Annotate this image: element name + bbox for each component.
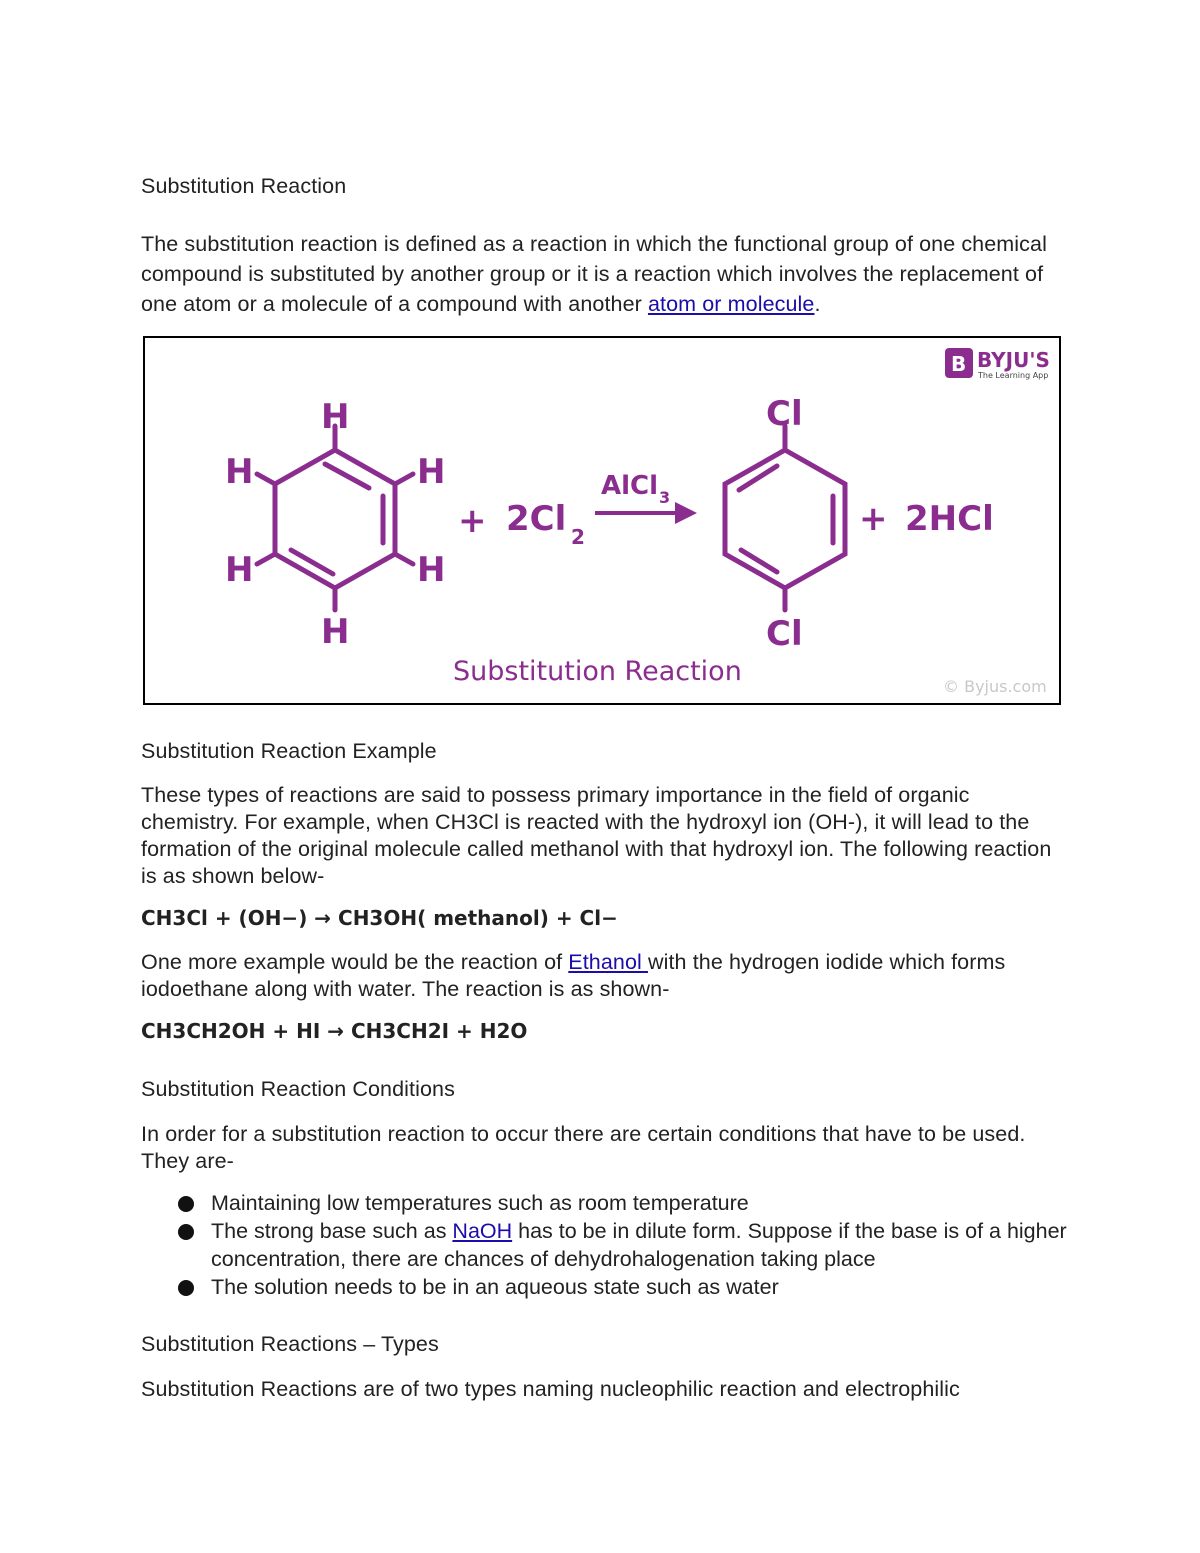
- atom-h-top: H: [321, 397, 350, 437]
- catalyst-subscript: 3: [659, 488, 671, 507]
- section-heading-conditions: Substitution Reaction Conditions: [141, 1077, 455, 1101]
- product-chlorines: [766, 394, 803, 654]
- bullet-icon: [178, 1280, 194, 1296]
- bullet-icon: [178, 1224, 194, 1240]
- figure-copyright: © Byjus.com: [943, 677, 1047, 696]
- intro-text: The substitution reaction is defined as a reaction in which the functional group of one chemical compound is substituted by another group or it is a reaction which involves the replacement of one atom or a molecule of a compound with another: [141, 232, 1047, 316]
- types-paragraph: Substitution Reactions are of two types naming nucleophilic reaction and electrophilic: [141, 1377, 960, 1401]
- conditions-list: [141, 1189, 1076, 1301]
- example2-paragraph: [141, 949, 1071, 1003]
- section-heading-types: Substitution Reactions – Types: [141, 1332, 439, 1356]
- condition-text-1: Maintaining low temperatures such as room temperature: [211, 1191, 749, 1215]
- catalyst: [601, 471, 670, 507]
- section-heading-example: Substitution Reaction Example: [141, 739, 437, 763]
- catalyst-label: AlCl: [601, 471, 659, 501]
- byjus-logo: [945, 348, 1050, 380]
- byproduct-hcl: 2HCl: [905, 499, 994, 539]
- benzene-ring: [257, 426, 413, 610]
- intro-paragraph: [141, 229, 1071, 319]
- list-item: [141, 1273, 1076, 1301]
- section-heading-substitution-reaction: Substitution Reaction: [141, 174, 347, 198]
- atom-h-top-right: H: [417, 452, 446, 492]
- equation-methanol: CH3Cl + (OH−) → CH3OH( methanol) + Cl−: [141, 906, 618, 930]
- atom-h-bottom-right: H: [417, 550, 446, 590]
- condition-text-2: The strong base such as: [211, 1219, 453, 1243]
- plus-sign-1: +: [458, 501, 487, 541]
- reagent-subscript: 2: [571, 525, 585, 549]
- condition-text-2-end: has to be in dilute form. Suppose if the base is of a higher concentration, there are chances of dehydrohalogenation taking place: [211, 1219, 1067, 1271]
- figure-caption: Substitution Reaction: [453, 656, 742, 687]
- naoh-link[interactable]: NaOH: [452, 1219, 513, 1243]
- bullet-icon: [178, 1196, 194, 1212]
- conditions-paragraph: In order for a substitution reaction to occur there are certain conditions that have to be used. They are-: [141, 1122, 1026, 1173]
- dichlorobenzene-ring: [725, 426, 845, 610]
- benzene-hydrogens: [225, 397, 445, 652]
- substitution-reaction-figure: [143, 336, 1061, 705]
- reagent: [458, 499, 585, 549]
- intro-text-end: .: [814, 292, 821, 316]
- list-item: [141, 1217, 1076, 1273]
- atom-cl-bottom: Cl: [766, 614, 803, 654]
- example2-text-end: with the hydrogen iodide which forms iodoethane along with water. The reaction is as shown-: [141, 950, 1006, 1001]
- list-item: [141, 1189, 1076, 1217]
- ethanol-link[interactable]: Ethanol: [568, 950, 648, 974]
- atom-h-bottom-left: H: [225, 550, 254, 590]
- atom-h-bottom: H: [321, 612, 350, 652]
- atom-h-top-left: H: [225, 452, 254, 492]
- svg-text:B: B: [951, 352, 967, 376]
- brand-name: BYJU'S: [977, 348, 1050, 372]
- reaction-diagram: [145, 338, 1059, 703]
- atom-or-molecule-link[interactable]: atom or molecule: [647, 292, 815, 316]
- reagent-chlorine: 2Cl: [506, 499, 567, 539]
- plus-sign-2: +: [859, 499, 888, 539]
- example2-text: One more example would be the reaction of: [141, 950, 569, 974]
- brand-tagline: The Learning App: [978, 371, 1049, 380]
- example-paragraph: These types of reactions are said to possess primary importance in the field of organic chemistry. For example, when CH3Cl is reacted with the hydroxyl ion (OH-), it will lead to the formation of the original molecule called methanol with that hydroxyl ion. The following reaction is as shown below-: [141, 783, 1052, 888]
- atom-cl-top: Cl: [766, 394, 803, 434]
- condition-text-3: The solution needs to be in an aqueous state such as water: [211, 1275, 779, 1299]
- reaction-arrow: [595, 502, 697, 524]
- equation-iodoethane: CH3CH2OH + HI → CH3CH2I + H2O: [141, 1019, 528, 1043]
- byproduct: [859, 499, 994, 539]
